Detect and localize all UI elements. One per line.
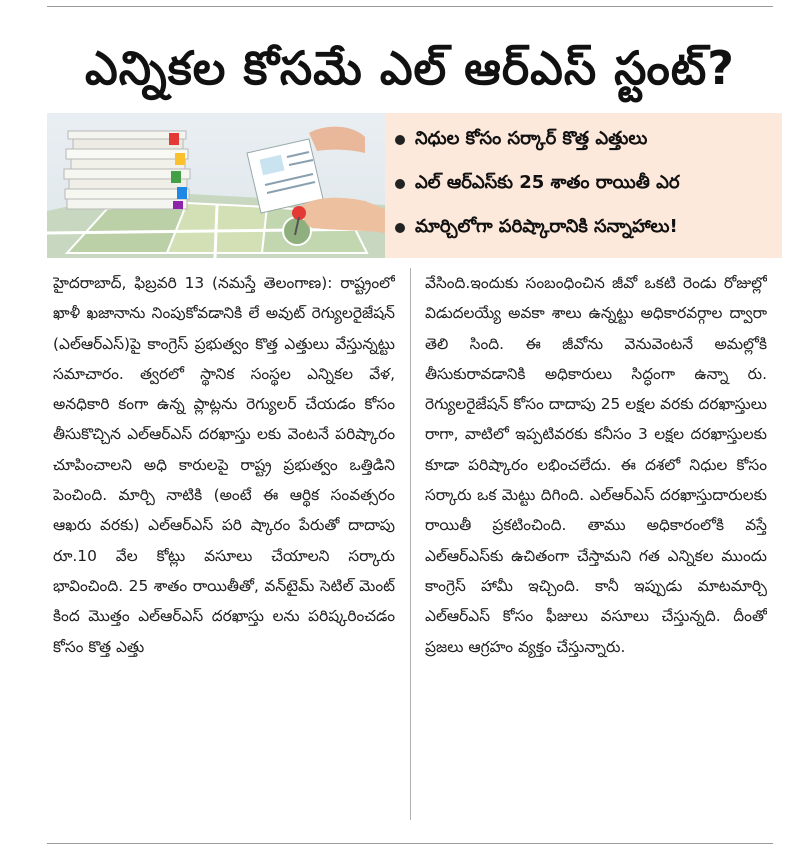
highlight-text: మార్చిలోగా పరిష్కారానికి సన్నాహాలు! [415,215,678,237]
article-body-right-column: వేసింది.ఇందుకు సంబంధించిన జీవో ఒకటి రెండు రోజుల్లో విడుదలయ్యే అవకా శాలు ఉన్నట్టు అధికారవర్గాల ద్వారా తెలి సింది. ఈ జీవోను వెనువెంటనే అమల్లోకి తీసుకురావడానికి అధికారులు సిద్ధంగా ఉన్నా రు. రెగ్యులరైజేషన్ కోసం దాదాపు 25 లక్షల వరకు దరఖాస్తులు రాగా, వాటిలో ఇప్పటివరకు కనీసం 3 లక్షల దరఖాస్తులకు కూడా పరిష్కారం లభించలేదు. ఈ దశలో నిధుల కోసం సర్కారు ఒక మెట్టు దిగింది. ఎల్ఆర్ఎస్ దరఖాస్తుదారులకు రాయితీ ప్రకటించింది. తాము అధికారంలోకి వస్తే ఎల్ఆర్ఎస్‌కు ఉచితంగా చేస్తామని గత ఎన్నికల ముందు కాంగ్రెస్ హామీ ఇచ్చింది. కానీ ఇప్పుడు మాటమార్చి ఎల్ఆర్ఎస్ కోసం ఫీజులు వసూలు చేస్తున్నది. దీంతో ప్రజలు ఆగ్రహం వ్యక్తం చేస్తున్నారు. [425,274,767,656]
bullet-dot-icon [395,223,405,233]
document-stack-illustration [47,113,385,258]
bullet-dot-icon [395,179,405,189]
highlight-item [395,162,780,206]
top-rule [47,6,773,7]
bottom-rule [47,843,773,844]
news-illustration [47,113,385,258]
column-divider [410,268,411,820]
headline: ఎన్నికల కోసమే ఎల్ ఆర్ఎస్ స్టంట్? [85,41,735,95]
highlight-text: ఎల్ ఆర్ఎస్‌కు 25 శాతం రాయితీ ఎర [415,171,680,193]
highlight-text: నిధుల కోసం సర్కార్ కొత్త ఎత్తులు [415,127,648,149]
highlight-list [395,118,780,250]
highlight-item [395,118,780,162]
bullet-dot-icon [395,135,405,145]
highlight-item [395,206,780,250]
article-body-left-column: హైదరాబాద్, ఫిబ్రవరి 13 (నమస్తే తెలంగాణ): రాష్ట్రంలో ఖాళీ ఖజానాను నింపుకోవడానికి లే అవుట్ రెగ్యులరైజేషన్ (ఎల్ఆర్ఎస్)పై కాంగ్రెస్ ప్రభుత్వం కొత్త ఎత్తులు వేస్తున్నట్టు సమాచారం. త్వరలో స్థానిక సంస్థల ఎన్నికల వేళ, అనధికారి కంగా ఉన్న ప్లాట్లను రెగ్యులర్ చేయడం కోసం తీసుకొచ్చిన ఎల్ఆర్ఎస్ దరఖాస్తు లకు వెంటనే పరిష్కారం చూపించాలని అధి కారులపై రాష్ట్ర ప్రభుత్వం ఒత్తిడిని పెంచింది. మార్చి నాటికి (అంటే ఈ ఆర్థిక సంవత్సరం ఆఖరు వరకు) ఎల్ఆర్ఎస్ పరి ష్కారం పేరుతో దాదాపు రూ.10 వేల కోట్లు వసూలు చేయాలని సర్కారు భావించింది. 25 శాతం రాయితీతో, వన్‌టైమ్ సెటిల్ మెంట్ కింద మొత్తం ఎల్ఆర్ఎస్ దరఖాస్తు లను పరిష్కరించడం కోసం కొత్త ఎత్తు [53,274,395,656]
file-stack [64,131,190,209]
